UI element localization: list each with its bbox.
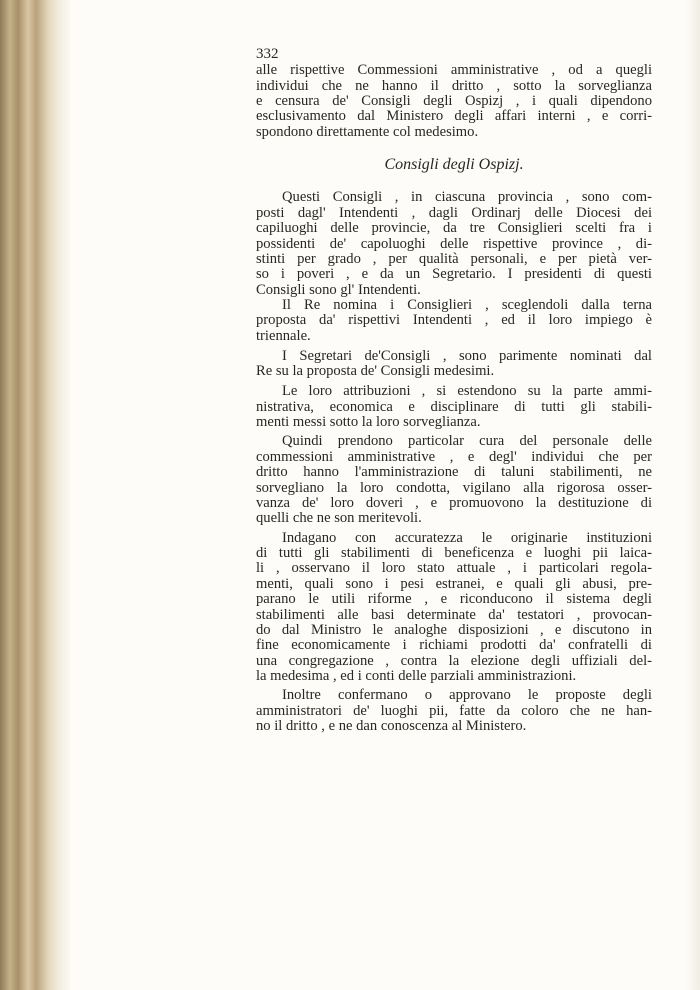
text-line: so i poveri , e da un Segretario. I presidenti di questi: [256, 266, 652, 282]
text-line: possidenti de' capoluoghi delle rispettive province , di-: [256, 236, 652, 252]
text-line: li , osservano il loro stato attuale , i particolari regola-: [256, 560, 652, 576]
book-binding: [0, 0, 70, 990]
text-line: la medesima , ed i conti delle parziali amministrazioni.: [256, 668, 577, 684]
text-line: Quindi prendono particolar cura del personale delle: [282, 433, 652, 449]
section-heading: Consigli degli Ospizj.: [384, 156, 524, 173]
text-line: Indagano con accuratezza le originarie instituzioni: [282, 530, 652, 546]
text-line: proposta da' rispettivi Intendenti , ed il loro impiego è: [256, 312, 652, 328]
text-line: e censura de' Consigli degli Ospizj , i quali dipendono: [256, 93, 652, 109]
text-line: capiluoghi delle provincie, da tre Consiglieri scelti fra i: [256, 220, 652, 236]
text-line: individui che ne hanno il dritto , sotto la sorveglianza: [256, 78, 652, 94]
text-line: Inoltre confermano o approvano le proposte degli: [282, 687, 652, 703]
text-line: esclusivamento dal Ministero degli affari interni , e corri-: [256, 108, 652, 124]
text-line: Il Re nomina i Consiglieri , sceglendoli dalla terna: [282, 297, 652, 313]
page-number: 332: [256, 46, 279, 62]
text-line: dritto hanno l'amministrazione di taluni stabilimenti, ne: [256, 464, 652, 480]
text-line: spondono direttamente col medesimo.: [256, 124, 479, 140]
text-line: I Segretari de'Consigli , sono parimente nominati dal: [282, 348, 652, 364]
text-line: do dal Ministro le analoghe disposizioni , e discutono in: [256, 622, 652, 638]
text-line: amministratori de' luoghi pii, fatte da coloro che ne han-: [256, 703, 652, 719]
text-line: menti, quali sono i pesi estranei, e quali gli abusi, pre-: [256, 576, 652, 592]
text-line: alle rispettive Commessioni amministrative , od a quegli: [256, 62, 652, 78]
text-line: commessioni amministrative , e degl' individui che per: [256, 449, 652, 465]
text-line: posti dagl' Intendenti , dagli Ordinarj delle Diocesi dei: [256, 205, 652, 221]
text-line: Questi Consigli , in ciascuna provincia , sono com-: [282, 189, 652, 205]
text-line: vanza de' loro doveri , e promuovono la destituzione di: [256, 495, 652, 511]
text-line: fine economicamente i richiami prodotti da' confratelli di: [256, 637, 652, 653]
text-line: quelli che ne son meritevoli.: [256, 510, 422, 526]
text-line: nistrativa, economica e disciplinare di tutti gli stabili-: [256, 399, 652, 415]
text-line: Le loro attribuzioni , si estendono su la parte ammi-: [282, 383, 652, 399]
text-line: sorvegliano la loro condotta, vigilano alla rigorosa osser-: [256, 480, 652, 496]
text-line: menti messi sotto la loro sorveglianza.: [256, 414, 481, 430]
text-line: stinti per grado , per qualità personali, e per pietà ver-: [256, 251, 652, 267]
text-line: no il dritto , e ne dan conoscenza al Ministero.: [256, 718, 527, 734]
text-line: Consigli sono gl' Intendenti.: [256, 282, 421, 298]
text-line: una congregazione , contra la elezione degli uffiziali del-: [256, 653, 652, 669]
text-line: stabilimenti alle basi determinate da' testatori , provocan-: [256, 607, 652, 623]
text-line: parano le utili riforme , e riconducono il sistema degli: [256, 591, 652, 607]
text-line: di tutti gli stabilimenti di beneficenza e luoghi pii laica-: [256, 545, 652, 561]
page-edge: [686, 0, 700, 990]
text-line: triennale.: [256, 328, 311, 344]
text-line: Re su la proposta de' Consigli medesimi.: [256, 363, 495, 379]
